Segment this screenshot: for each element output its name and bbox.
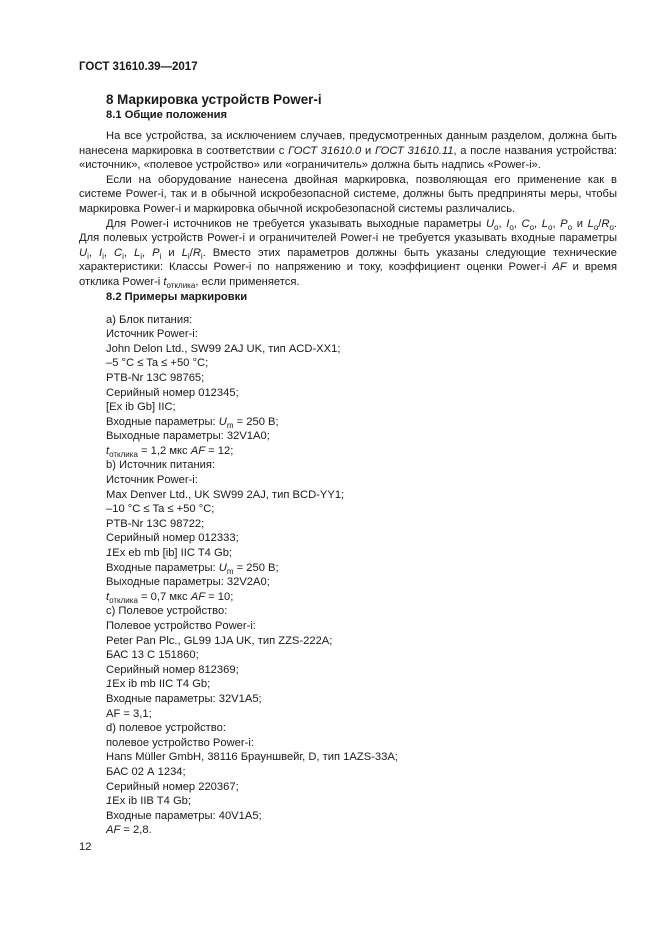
example-line: Серийный номер 012333; xyxy=(106,532,239,545)
example-line: БАС 13 С 151860; xyxy=(106,649,199,662)
paragraph-marking-requirements: На все устройства, за исключением случаев, предусмотренных данным разделом, должна быть нанесена маркировка в соответствии с ГОСТ 31610.0 и ГОСТ 31610.11, а после названия устройства: «источник», «полевое устройство» или «ограничитель» должна быть надпись «Power-i». xyxy=(79,130,617,172)
paragraph-parameters: Для Power-i источников не требуется указывать выходные параметры $U_o$, $I_o$, $C_o$, $L_o$, $P_o$ и $L_o/R_o$. Для полевых устройств Power-i и ограничителей Power-i не требуется указывать входные параметры $U_i$, $I_i$, $C_i$, $L_i$, $P_i$ и $L_i/R_i$. Вместо этих параметров должны быть указаны следующие технические характеристики: Классы Power-i по напряжению и току, коэффициент оценки Power-i AF и время отклика Power-i $t_{отклика}$, если применяется. xyxy=(79,217,618,291)
example-line: 1Ex eb mb [ib] IIC T4 Gb; xyxy=(106,547,233,560)
example-line: AF = 3,1; xyxy=(106,707,152,720)
example-line: Peter Pan Plc., GL99 1JA UK, тип ZZS-222A; xyxy=(106,634,333,647)
page-content xyxy=(79,92,617,838)
example-line: –5 °C ≤ Ta ≤ +50 °C; xyxy=(106,357,209,370)
paragraph-dual-marking: Если на оборудование нанесена двойная маркировка, позволяющая его применение как в системе Power-i, так и в обычной искробезопасной системе, должны быть предприняты меры, чтобы маркировка Power-i и маркировка обычной искробезопасной системы различались. xyxy=(79,173,617,215)
example-line: Серийный номер 812369; xyxy=(106,663,239,676)
example-line: Входные параметры: $U_m = 250$ В; xyxy=(106,415,279,430)
example-line: с) Полевое устройство: xyxy=(106,605,228,618)
example-line: Источник Power-i: xyxy=(106,474,198,487)
example-line: а) Блок питания: xyxy=(106,313,193,326)
example-line: [Ex ib Gb] IIC; xyxy=(106,401,176,414)
example-line: Входные параметры: $U_m = 250$ В; xyxy=(106,561,279,576)
example-line: John Delon Ltd., SW99 2AJ UK, тип ACD-XX1; xyxy=(106,342,341,355)
example-line: Серийный номер 220367; xyxy=(106,780,239,793)
marking-examples-list xyxy=(79,313,617,838)
example-line: Выходные параметры: 32V1A0; xyxy=(106,430,270,443)
example-line: PTB-Nr 13C 98765; xyxy=(106,371,205,384)
example-line: Источник Power-i: xyxy=(106,328,198,341)
example-line: Серийный номер 012345; xyxy=(106,386,239,399)
general-paragraphs xyxy=(79,129,617,290)
subsection-title-examples: 8.2 Примеры маркировки xyxy=(106,290,248,303)
example-line: БАС 02 А 1234; xyxy=(106,765,186,778)
example-line: Max Denver Ltd., UK SW99 2AJ, тип BCD-YY1; xyxy=(106,488,345,501)
example-line: 1Ex ib mb IIC T4 Gb; xyxy=(106,678,211,691)
example-line: d) полевое устройство: xyxy=(106,722,226,735)
example-line: 1Ex ib IIB T4 Gb; xyxy=(106,795,191,808)
example-line: Hans Müller GmbH, 38116 Брауншвейг, D, тип 1AZS-33A; xyxy=(106,751,398,764)
example-line: Выходные параметры: 32V2A0; xyxy=(106,576,270,589)
example-line: $t_{отклика} = 0,7$ мкс AF = 10; xyxy=(106,590,234,606)
example-line: Входные параметры: 40V1A5; xyxy=(106,809,262,822)
example-line: AF = 2,8. xyxy=(106,824,152,837)
page-number: 12 xyxy=(79,841,92,853)
example-line: полевое устройство Power-i: xyxy=(106,736,254,749)
example-line: Входные параметры: 32V1A5; xyxy=(106,692,262,705)
subsection-title-general: 8.1 Общие положения xyxy=(106,109,228,121)
section-title: 8 Маркировка устройств Power-i xyxy=(106,92,322,107)
example-line: Полевое устройство Power-i: xyxy=(106,620,256,632)
example-line: PTB-Nr 13C 98722; xyxy=(106,517,205,530)
example-line: $t_{отклика} = 1,2$ мкс AF = 12; xyxy=(106,444,234,460)
standard-header: ГОСТ 31610.39—2017 xyxy=(79,61,198,73)
example-line: b) Источник питания: xyxy=(106,459,216,472)
example-line: –10 °C ≤ Ta ≤ +50 °C; xyxy=(106,503,215,516)
